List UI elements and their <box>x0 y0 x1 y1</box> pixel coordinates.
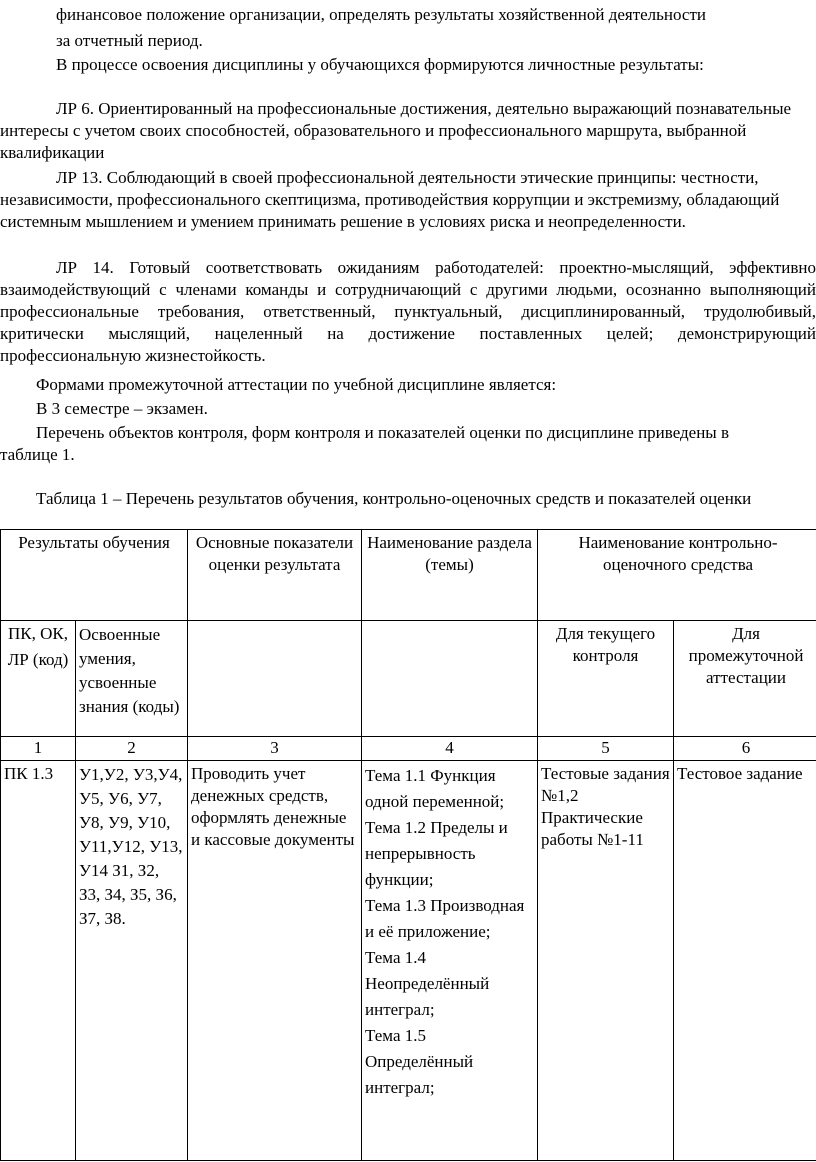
header-tools: Наименование контрольно-оценочного средства <box>538 530 816 621</box>
table-header-row-1 <box>1 530 816 621</box>
control-list-paragraph: Перечень объектов контроля, форм контроля и показателей оценки по дисциплине приведены в таблице 1. <box>0 423 730 464</box>
col-number: 6 <box>674 737 816 761</box>
row-current-control: Тестовые задания №1,2 Практические работы №1-11 <box>538 761 674 1161</box>
row-code: ПК 1.3 <box>1 761 76 1161</box>
lr13-paragraph: ЛР 13. Соблюдающий в своей профессиональной деятельности этические принципы: честности, независимости, профессионального скептицизма, противодействия коррупции и экстремизму, обладающий системным мышлением и умением принимать решение в условиях риска и неопределенности. <box>0 168 780 231</box>
lr6-paragraph: ЛР 6. Ориентированный на профессиональные достижения, деятельно выражающий познавательные интересы с учетом своих способностей, образовательного и профессионального маршрута, выбранной квалификации <box>0 99 792 162</box>
header-current: Для текущего контроля <box>538 621 674 737</box>
lr14-paragraph: ЛР 14. Готовый соответствовать ожиданиям работодателей: проектно-мыслящий, эффективно взаимодействующий с членами команды и сотрудничающий с другими людьми, осознанно выполняющий профессиональные требования, ответственный, пунктуальный, дисциплинированный, трудолюбивый, критически мыслящий, нацеленный на достижение поставленных целей; демонстрирующий профессиональную жизнестойкость. <box>0 258 816 365</box>
topic-item: Тема 1.3 Производная и её приложение; <box>365 896 525 941</box>
semester-exam: В 3 семестре – экзамен. <box>36 399 208 418</box>
header-empty-4 <box>362 621 538 737</box>
col-number: 5 <box>538 737 674 761</box>
col-number: 1 <box>1 737 76 761</box>
header-intermediate: Для промежуточной аттестации <box>674 621 816 737</box>
header-indicators: Основные показатели оценки результата <box>188 530 362 621</box>
table-number-row <box>1 737 816 761</box>
intro-line-2: за отчетный период. <box>56 31 203 50</box>
table-row <box>1 761 816 1161</box>
col-number: 2 <box>76 737 188 761</box>
table-caption: Таблица 1 – Перечень результатов обучения, контрольно-оценочных средств и показателей оценки <box>36 489 752 508</box>
header-empty-3 <box>188 621 362 737</box>
table-header-row-2 <box>1 621 816 737</box>
topic-item: Тема 1.2 Пределы и непрерывность функции; <box>365 818 508 889</box>
row-skills: У1,У2, У3,У4, У5, У6, У7, У8, У9, У10, У11,У12, У13, У14 З1, З2, З3, З4, З5, З6, З7, З8. <box>76 761 188 1161</box>
col-number: 4 <box>362 737 538 761</box>
header-skills: Освоенные умения, усвоенные знания (коды) <box>76 621 188 737</box>
row-intermediate-attestation: Тестовое задание <box>674 761 816 1161</box>
col-number: 3 <box>188 737 362 761</box>
header-section: Наименование раздела (темы) <box>362 530 538 621</box>
results-table <box>0 529 816 1161</box>
intro-line-1: финансовое положение организации, определять результаты хозяйственной деятельности <box>56 5 707 24</box>
row-indicator: Проводить учет денежных средств, оформлять денежные и кассовые документы <box>188 761 362 1161</box>
row-topics <box>362 761 538 1161</box>
topic-item: Тема 1.1 Функция одной переменной; <box>365 766 505 811</box>
attestation-forms: Формами промежуточной аттестации по учебной дисциплине является: <box>36 375 557 394</box>
header-code: ПК, ОК, ЛР (код) <box>1 621 76 737</box>
topic-item: Тема 1.4 Неопределённый интеграл; <box>365 948 490 1019</box>
header-results: Результаты обучения <box>1 530 188 621</box>
personal-results-paragraph: В процессе освоения дисциплины у обучающихся формируются личностные результаты: <box>56 55 704 74</box>
topic-item: Тема 1.5 Определённый интеграл; <box>365 1026 474 1097</box>
